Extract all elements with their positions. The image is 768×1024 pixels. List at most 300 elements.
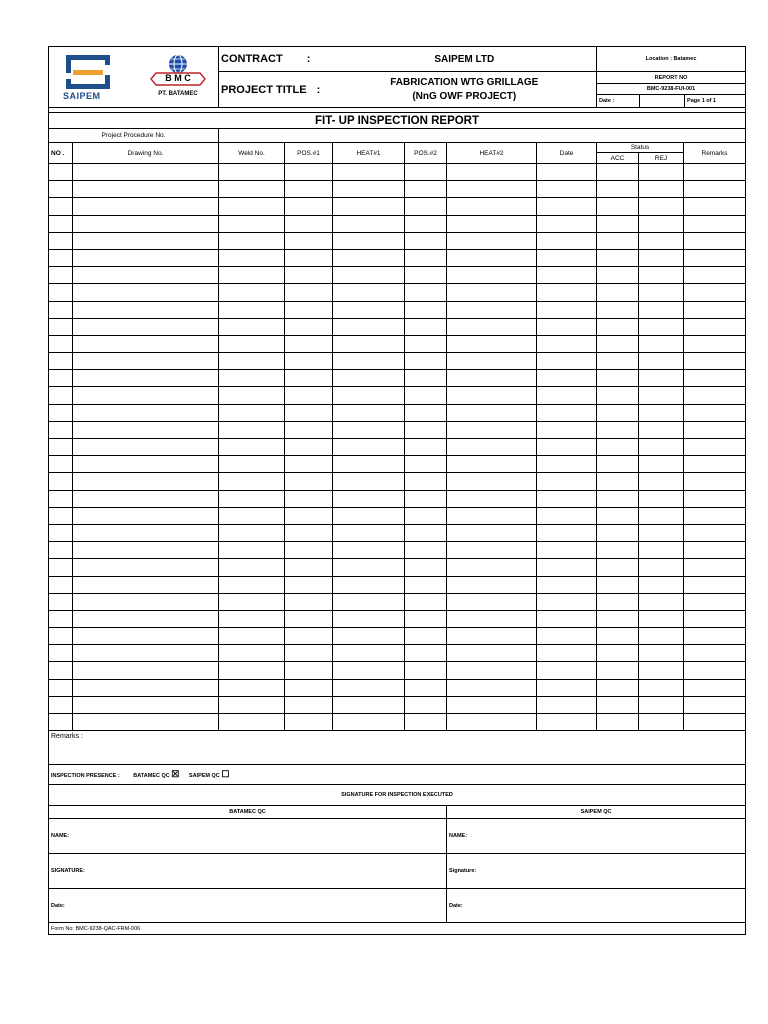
cell-drawing[interactable]: [73, 507, 219, 524]
cell-heat1[interactable]: [333, 645, 405, 662]
cell-acc[interactable]: [597, 249, 639, 266]
cell-drawing[interactable]: [73, 387, 219, 404]
cell-remarks[interactable]: [684, 696, 746, 713]
cell-remarks[interactable]: [684, 559, 746, 576]
cell-acc[interactable]: [597, 542, 639, 559]
cell-acc[interactable]: [597, 301, 639, 318]
cell-drawing[interactable]: [73, 404, 219, 421]
cell-no[interactable]: [49, 628, 73, 645]
cell-remarks[interactable]: [684, 353, 746, 370]
cell-date[interactable]: [537, 696, 597, 713]
cell-remarks[interactable]: [684, 473, 746, 490]
cell-date[interactable]: [537, 662, 597, 679]
cell-heat2[interactable]: [447, 542, 537, 559]
cell-pos2[interactable]: [405, 645, 447, 662]
cell-rej[interactable]: [639, 301, 684, 318]
cell-heat2[interactable]: [447, 439, 537, 456]
cell-weld[interactable]: [219, 679, 285, 696]
cell-remarks[interactable]: [684, 215, 746, 232]
cell-date[interactable]: [537, 267, 597, 284]
cell-date[interactable]: [537, 353, 597, 370]
cell-pos1[interactable]: [285, 267, 333, 284]
batamec-qc-checkbox[interactable]: ☒: [171, 769, 180, 780]
cell-heat1[interactable]: [333, 507, 405, 524]
cell-acc[interactable]: [597, 559, 639, 576]
cell-rej[interactable]: [639, 164, 684, 181]
cell-weld[interactable]: [219, 439, 285, 456]
cell-pos1[interactable]: [285, 215, 333, 232]
cell-weld[interactable]: [219, 524, 285, 541]
cell-heat2[interactable]: [447, 284, 537, 301]
cell-heat2[interactable]: [447, 507, 537, 524]
cell-remarks[interactable]: [684, 318, 746, 335]
cell-pos2[interactable]: [405, 335, 447, 352]
cell-date[interactable]: [537, 198, 597, 215]
cell-date[interactable]: [537, 387, 597, 404]
cell-rej[interactable]: [639, 318, 684, 335]
cell-rej[interactable]: [639, 524, 684, 541]
cell-pos2[interactable]: [405, 490, 447, 507]
date-value[interactable]: [640, 95, 685, 107]
cell-pos1[interactable]: [285, 318, 333, 335]
cell-pos1[interactable]: [285, 628, 333, 645]
cell-pos2[interactable]: [405, 353, 447, 370]
cell-weld[interactable]: [219, 628, 285, 645]
cell-pos1[interactable]: [285, 284, 333, 301]
cell-pos2[interactable]: [405, 404, 447, 421]
saipem-name-field[interactable]: NAME:: [447, 819, 746, 854]
cell-remarks[interactable]: [684, 164, 746, 181]
cell-heat1[interactable]: [333, 232, 405, 249]
cell-heat1[interactable]: [333, 370, 405, 387]
cell-no[interactable]: [49, 593, 73, 610]
cell-heat1[interactable]: [333, 284, 405, 301]
cell-pos1[interactable]: [285, 353, 333, 370]
cell-no[interactable]: [49, 335, 73, 352]
remarks-section[interactable]: [49, 731, 746, 765]
cell-no[interactable]: [49, 198, 73, 215]
cell-pos1[interactable]: [285, 524, 333, 541]
cell-no[interactable]: [49, 164, 73, 181]
cell-pos1[interactable]: [285, 198, 333, 215]
cell-remarks[interactable]: [684, 370, 746, 387]
cell-pos1[interactable]: [285, 714, 333, 731]
cell-remarks[interactable]: [684, 335, 746, 352]
cell-date[interactable]: [537, 404, 597, 421]
cell-drawing[interactable]: [73, 267, 219, 284]
cell-date[interactable]: [537, 215, 597, 232]
cell-no[interactable]: [49, 645, 73, 662]
cell-remarks[interactable]: [684, 524, 746, 541]
cell-acc[interactable]: [597, 679, 639, 696]
cell-rej[interactable]: [639, 593, 684, 610]
cell-no[interactable]: [49, 232, 73, 249]
cell-weld[interactable]: [219, 490, 285, 507]
cell-weld[interactable]: [219, 473, 285, 490]
cell-drawing[interactable]: [73, 335, 219, 352]
cell-pos2[interactable]: [405, 370, 447, 387]
cell-rej[interactable]: [639, 628, 684, 645]
cell-heat2[interactable]: [447, 696, 537, 713]
cell-pos1[interactable]: [285, 232, 333, 249]
cell-date[interactable]: [537, 576, 597, 593]
cell-pos2[interactable]: [405, 301, 447, 318]
cell-no[interactable]: [49, 267, 73, 284]
cell-weld[interactable]: [219, 404, 285, 421]
cell-pos1[interactable]: [285, 679, 333, 696]
cell-rej[interactable]: [639, 696, 684, 713]
cell-drawing[interactable]: [73, 610, 219, 627]
cell-pos1[interactable]: [285, 507, 333, 524]
cell-rej[interactable]: [639, 456, 684, 473]
cell-pos2[interactable]: [405, 181, 447, 198]
cell-heat1[interactable]: [333, 267, 405, 284]
cell-remarks[interactable]: [684, 456, 746, 473]
cell-pos2[interactable]: [405, 456, 447, 473]
batamec-date-field[interactable]: Date:: [49, 889, 447, 923]
cell-heat1[interactable]: [333, 301, 405, 318]
cell-heat1[interactable]: [333, 524, 405, 541]
cell-pos2[interactable]: [405, 610, 447, 627]
cell-rej[interactable]: [639, 662, 684, 679]
cell-pos1[interactable]: [285, 559, 333, 576]
cell-drawing[interactable]: [73, 559, 219, 576]
cell-heat2[interactable]: [447, 249, 537, 266]
cell-remarks[interactable]: [684, 593, 746, 610]
cell-acc[interactable]: [597, 628, 639, 645]
saipem-signature-field[interactable]: Signature:: [447, 854, 746, 889]
cell-weld[interactable]: [219, 249, 285, 266]
cell-heat2[interactable]: [447, 198, 537, 215]
cell-date[interactable]: [537, 524, 597, 541]
cell-acc[interactable]: [597, 232, 639, 249]
cell-weld[interactable]: [219, 696, 285, 713]
cell-heat2[interactable]: [447, 387, 537, 404]
cell-drawing[interactable]: [73, 679, 219, 696]
cell-weld[interactable]: [219, 610, 285, 627]
cell-rej[interactable]: [639, 507, 684, 524]
cell-drawing[interactable]: [73, 232, 219, 249]
cell-no[interactable]: [49, 404, 73, 421]
cell-remarks[interactable]: [684, 439, 746, 456]
cell-date[interactable]: [537, 456, 597, 473]
cell-weld[interactable]: [219, 353, 285, 370]
cell-pos1[interactable]: [285, 370, 333, 387]
cell-acc[interactable]: [597, 198, 639, 215]
cell-date[interactable]: [537, 232, 597, 249]
cell-drawing[interactable]: [73, 301, 219, 318]
cell-heat2[interactable]: [447, 301, 537, 318]
cell-date[interactable]: [537, 542, 597, 559]
cell-weld[interactable]: [219, 559, 285, 576]
cell-heat2[interactable]: [447, 610, 537, 627]
cell-heat1[interactable]: [333, 473, 405, 490]
cell-heat2[interactable]: [447, 524, 537, 541]
cell-heat2[interactable]: [447, 421, 537, 438]
cell-drawing[interactable]: [73, 198, 219, 215]
cell-heat2[interactable]: [447, 473, 537, 490]
cell-date[interactable]: [537, 593, 597, 610]
cell-heat2[interactable]: [447, 645, 537, 662]
cell-date[interactable]: [537, 164, 597, 181]
cell-pos2[interactable]: [405, 318, 447, 335]
cell-rej[interactable]: [639, 421, 684, 438]
cell-heat2[interactable]: [447, 714, 537, 731]
cell-pos1[interactable]: [285, 456, 333, 473]
cell-heat1[interactable]: [333, 593, 405, 610]
cell-heat1[interactable]: [333, 714, 405, 731]
cell-drawing[interactable]: [73, 370, 219, 387]
cell-weld[interactable]: [219, 164, 285, 181]
cell-rej[interactable]: [639, 353, 684, 370]
cell-drawing[interactable]: [73, 490, 219, 507]
cell-no[interactable]: [49, 456, 73, 473]
cell-no[interactable]: [49, 662, 73, 679]
cell-date[interactable]: [537, 249, 597, 266]
cell-pos1[interactable]: [285, 387, 333, 404]
cell-heat2[interactable]: [447, 490, 537, 507]
cell-pos2[interactable]: [405, 542, 447, 559]
cell-weld[interactable]: [219, 645, 285, 662]
cell-weld[interactable]: [219, 593, 285, 610]
cell-date[interactable]: [537, 284, 597, 301]
cell-rej[interactable]: [639, 232, 684, 249]
cell-heat1[interactable]: [333, 215, 405, 232]
cell-pos2[interactable]: [405, 507, 447, 524]
cell-rej[interactable]: [639, 645, 684, 662]
cell-pos1[interactable]: [285, 249, 333, 266]
cell-heat2[interactable]: [447, 404, 537, 421]
cell-heat2[interactable]: [447, 593, 537, 610]
cell-date[interactable]: [537, 679, 597, 696]
cell-no[interactable]: [49, 696, 73, 713]
cell-pos1[interactable]: [285, 473, 333, 490]
cell-no[interactable]: [49, 353, 73, 370]
cell-remarks[interactable]: [684, 490, 746, 507]
cell-heat2[interactable]: [447, 164, 537, 181]
cell-heat2[interactable]: [447, 456, 537, 473]
cell-acc[interactable]: [597, 318, 639, 335]
cell-weld[interactable]: [219, 662, 285, 679]
cell-rej[interactable]: [639, 576, 684, 593]
cell-no[interactable]: [49, 473, 73, 490]
cell-drawing[interactable]: [73, 456, 219, 473]
cell-heat1[interactable]: [333, 696, 405, 713]
cell-heat1[interactable]: [333, 679, 405, 696]
cell-remarks[interactable]: [684, 284, 746, 301]
cell-pos2[interactable]: [405, 559, 447, 576]
cell-pos2[interactable]: [405, 387, 447, 404]
cell-weld[interactable]: [219, 284, 285, 301]
cell-heat2[interactable]: [447, 662, 537, 679]
cell-date[interactable]: [537, 645, 597, 662]
cell-drawing[interactable]: [73, 215, 219, 232]
cell-acc[interactable]: [597, 215, 639, 232]
cell-remarks[interactable]: [684, 301, 746, 318]
batamec-signature-field[interactable]: SIGNATURE:: [49, 854, 447, 889]
cell-acc[interactable]: [597, 421, 639, 438]
cell-heat1[interactable]: [333, 542, 405, 559]
cell-heat1[interactable]: [333, 198, 405, 215]
cell-heat1[interactable]: [333, 181, 405, 198]
cell-pos2[interactable]: [405, 593, 447, 610]
cell-remarks[interactable]: [684, 576, 746, 593]
cell-no[interactable]: [49, 421, 73, 438]
cell-no[interactable]: [49, 301, 73, 318]
cell-weld[interactable]: [219, 507, 285, 524]
cell-no[interactable]: [49, 181, 73, 198]
cell-remarks[interactable]: [684, 628, 746, 645]
cell-weld[interactable]: [219, 318, 285, 335]
cell-date[interactable]: [537, 335, 597, 352]
cell-no[interactable]: [49, 524, 73, 541]
cell-drawing[interactable]: [73, 576, 219, 593]
cell-acc[interactable]: [597, 181, 639, 198]
cell-rej[interactable]: [639, 542, 684, 559]
cell-remarks[interactable]: [684, 679, 746, 696]
cell-pos2[interactable]: [405, 576, 447, 593]
cell-no[interactable]: [49, 679, 73, 696]
cell-pos2[interactable]: [405, 628, 447, 645]
cell-pos1[interactable]: [285, 542, 333, 559]
cell-acc[interactable]: [597, 335, 639, 352]
cell-heat1[interactable]: [333, 662, 405, 679]
cell-heat1[interactable]: [333, 249, 405, 266]
cell-pos1[interactable]: [285, 696, 333, 713]
cell-weld[interactable]: [219, 456, 285, 473]
cell-rej[interactable]: [639, 610, 684, 627]
cell-rej[interactable]: [639, 679, 684, 696]
cell-pos2[interactable]: [405, 198, 447, 215]
cell-pos2[interactable]: [405, 249, 447, 266]
cell-heat1[interactable]: [333, 559, 405, 576]
cell-pos2[interactable]: [405, 232, 447, 249]
cell-drawing[interactable]: [73, 249, 219, 266]
cell-heat2[interactable]: [447, 232, 537, 249]
cell-remarks[interactable]: [684, 645, 746, 662]
cell-drawing[interactable]: [73, 714, 219, 731]
cell-rej[interactable]: [639, 714, 684, 731]
cell-date[interactable]: [537, 559, 597, 576]
cell-acc[interactable]: [597, 164, 639, 181]
cell-drawing[interactable]: [73, 353, 219, 370]
cell-rej[interactable]: [639, 439, 684, 456]
cell-acc[interactable]: [597, 353, 639, 370]
cell-date[interactable]: [537, 490, 597, 507]
cell-no[interactable]: [49, 576, 73, 593]
cell-acc[interactable]: [597, 524, 639, 541]
cell-pos1[interactable]: [285, 576, 333, 593]
batamec-name-field[interactable]: NAME:: [49, 819, 447, 854]
cell-rej[interactable]: [639, 335, 684, 352]
cell-pos2[interactable]: [405, 714, 447, 731]
cell-heat2[interactable]: [447, 559, 537, 576]
cell-no[interactable]: [49, 387, 73, 404]
cell-remarks[interactable]: [684, 232, 746, 249]
cell-date[interactable]: [537, 370, 597, 387]
cell-drawing[interactable]: [73, 524, 219, 541]
cell-drawing[interactable]: [73, 696, 219, 713]
cell-heat1[interactable]: [333, 610, 405, 627]
cell-drawing[interactable]: [73, 473, 219, 490]
cell-no[interactable]: [49, 490, 73, 507]
cell-pos2[interactable]: [405, 679, 447, 696]
cell-heat1[interactable]: [333, 490, 405, 507]
cell-acc[interactable]: [597, 490, 639, 507]
cell-drawing[interactable]: [73, 318, 219, 335]
cell-weld[interactable]: [219, 301, 285, 318]
cell-drawing[interactable]: [73, 284, 219, 301]
cell-pos1[interactable]: [285, 662, 333, 679]
cell-pos1[interactable]: [285, 335, 333, 352]
cell-weld[interactable]: [219, 198, 285, 215]
cell-no[interactable]: [49, 439, 73, 456]
cell-pos2[interactable]: [405, 524, 447, 541]
cell-heat1[interactable]: [333, 335, 405, 352]
cell-weld[interactable]: [219, 387, 285, 404]
cell-pos2[interactable]: [405, 164, 447, 181]
cell-heat2[interactable]: [447, 181, 537, 198]
cell-pos1[interactable]: [285, 421, 333, 438]
cell-weld[interactable]: [219, 370, 285, 387]
cell-acc[interactable]: [597, 645, 639, 662]
cell-acc[interactable]: [597, 284, 639, 301]
cell-drawing[interactable]: [73, 593, 219, 610]
cell-no[interactable]: [49, 215, 73, 232]
cell-pos2[interactable]: [405, 284, 447, 301]
cell-acc[interactable]: [597, 370, 639, 387]
cell-no[interactable]: [49, 507, 73, 524]
cell-pos1[interactable]: [285, 404, 333, 421]
cell-weld[interactable]: [219, 576, 285, 593]
cell-remarks[interactable]: [684, 387, 746, 404]
cell-remarks[interactable]: [684, 542, 746, 559]
cell-remarks[interactable]: [684, 507, 746, 524]
cell-acc[interactable]: [597, 439, 639, 456]
cell-acc[interactable]: [597, 714, 639, 731]
cell-rej[interactable]: [639, 404, 684, 421]
cell-acc[interactable]: [597, 696, 639, 713]
cell-acc[interactable]: [597, 473, 639, 490]
cell-heat2[interactable]: [447, 353, 537, 370]
cell-heat2[interactable]: [447, 628, 537, 645]
cell-acc[interactable]: [597, 576, 639, 593]
cell-pos1[interactable]: [285, 610, 333, 627]
cell-acc[interactable]: [597, 404, 639, 421]
cell-date[interactable]: [537, 628, 597, 645]
cell-weld[interactable]: [219, 215, 285, 232]
cell-pos1[interactable]: [285, 439, 333, 456]
cell-pos1[interactable]: [285, 164, 333, 181]
cell-acc[interactable]: [597, 507, 639, 524]
cell-heat2[interactable]: [447, 679, 537, 696]
cell-no[interactable]: [49, 714, 73, 731]
saipem-date-field[interactable]: Date:: [447, 889, 746, 923]
cell-drawing[interactable]: [73, 542, 219, 559]
cell-heat2[interactable]: [447, 576, 537, 593]
cell-weld[interactable]: [219, 232, 285, 249]
cell-remarks[interactable]: [684, 610, 746, 627]
cell-drawing[interactable]: [73, 662, 219, 679]
saipem-qc-checkbox[interactable]: ☐: [221, 769, 230, 780]
cell-acc[interactable]: [597, 267, 639, 284]
cell-rej[interactable]: [639, 559, 684, 576]
cell-acc[interactable]: [597, 387, 639, 404]
cell-rej[interactable]: [639, 387, 684, 404]
cell-no[interactable]: [49, 370, 73, 387]
cell-date[interactable]: [537, 610, 597, 627]
cell-date[interactable]: [537, 301, 597, 318]
